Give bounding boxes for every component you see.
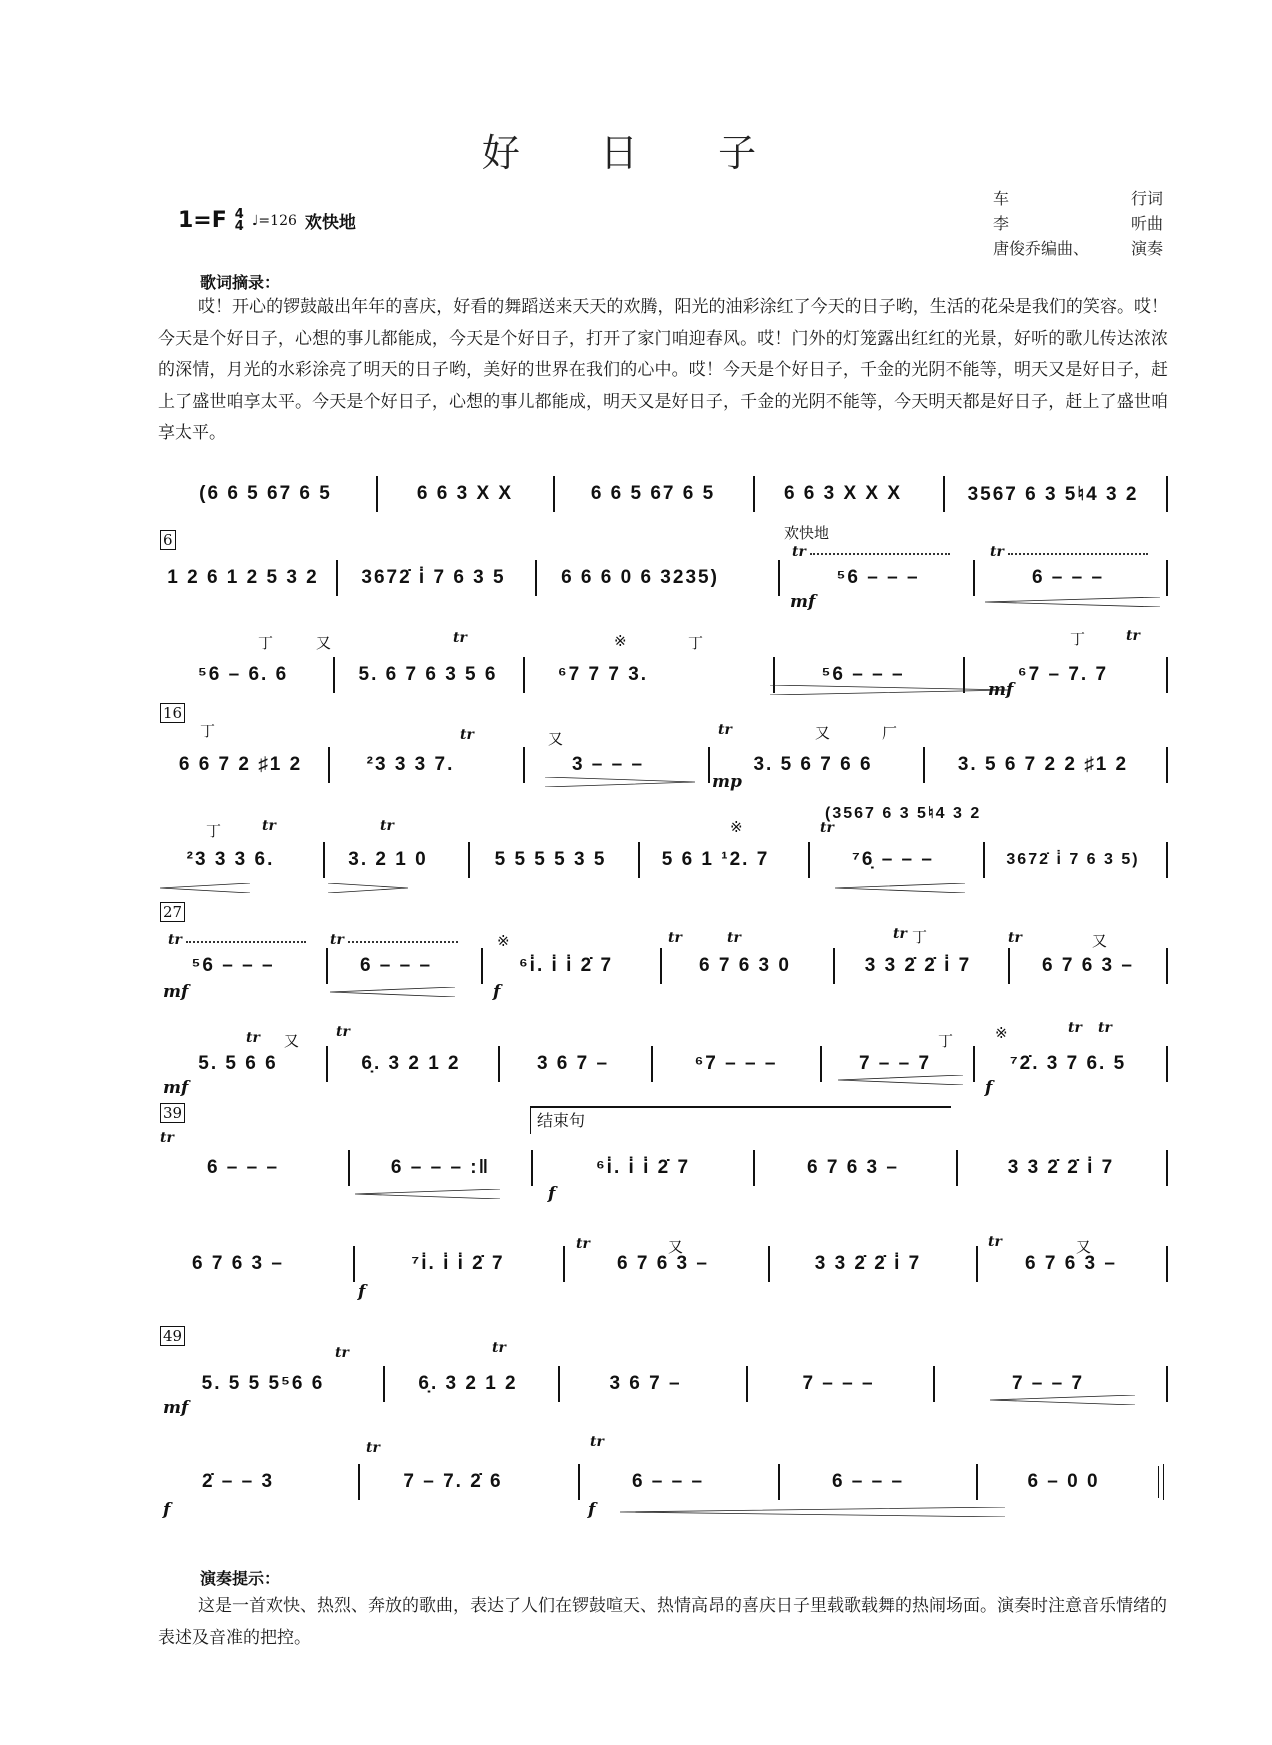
dynamic-mark: mf	[163, 1078, 189, 1098]
dynamic-mark: f	[548, 1184, 556, 1204]
score-system-5	[158, 840, 1168, 880]
measure: 6 6 6 0 6 3235)	[561, 567, 719, 588]
measure: ⁵6 – – –	[836, 567, 920, 588]
barline	[481, 948, 483, 984]
barline	[498, 1046, 500, 1082]
measure: ⁵6 – – –	[191, 955, 275, 976]
ornament-mark: ※	[497, 932, 510, 950]
barline	[523, 657, 525, 693]
measure: 6 6 3 X X X	[783, 483, 903, 504]
crescendo-hairpin	[620, 1502, 1005, 1512]
measure: ⁶7 7 7 3.	[557, 664, 649, 685]
diminuendo-hairpin	[545, 772, 695, 782]
score-system-11	[158, 1462, 1168, 1502]
measure: 6 – – – :‖	[390, 1157, 491, 1178]
measure: 3567 6 3 5♮4 3 2	[967, 483, 1139, 505]
barline	[353, 1246, 355, 1282]
measure: 6 7 6 3 –	[807, 1157, 899, 1178]
crescendo-hairpin	[160, 878, 250, 888]
score-system-6	[158, 946, 1168, 986]
final-barline	[1163, 1464, 1168, 1500]
performance-notes-heading: 演奏提示：	[200, 1569, 281, 1588]
measure: ⁶7 – 7. 7	[1017, 664, 1109, 685]
dynamic-mark: mp	[712, 772, 742, 792]
performance-notes-text: 这是一首欢快、热烈、奔放的歌曲，表达了人们在锣鼓喧天、热情高昂的喜庆日子里载歌载舞的热闹场面。演奏时注意音乐情绪的表述及音准的把控。	[158, 1596, 1167, 1648]
barline	[323, 842, 325, 878]
barline	[1166, 1150, 1168, 1186]
ornament-mark: 丁	[688, 634, 704, 652]
barline	[1166, 560, 1168, 596]
ornament-mark: 丁	[200, 722, 216, 740]
ornament-mark: 又	[815, 724, 831, 742]
trill-mark: tr	[727, 930, 741, 946]
ornament-mark: ※	[730, 818, 743, 836]
diminuendo-hairpin	[328, 878, 408, 888]
measure: 3 6 7 –	[536, 1053, 610, 1074]
measure: 3. 2 1 0	[348, 849, 428, 870]
measure: 3672̇ i̇ 7 6 3 5	[361, 567, 506, 588]
barline	[768, 1246, 770, 1282]
song-title: 好 日 子	[481, 131, 791, 175]
measure: 6 – – –	[206, 1157, 280, 1178]
measure: 6 – – –	[359, 955, 433, 976]
barline	[746, 1366, 748, 1402]
ornament-mark: 又	[548, 730, 564, 748]
measure: 7 – – 7	[858, 1053, 932, 1074]
barline	[535, 560, 537, 596]
measure: 5. 5 6 6	[198, 1053, 278, 1074]
barline	[956, 1150, 958, 1186]
crescendo-hairpin	[990, 1390, 1135, 1400]
trill-mark: tr	[668, 930, 682, 946]
ornament-mark: 又	[1076, 1238, 1092, 1256]
dynamic-mark: f	[493, 982, 501, 1002]
barline	[933, 1366, 935, 1402]
trill-mark: tr	[590, 1434, 604, 1450]
measure: 6 7 6 3 –	[617, 1253, 709, 1274]
measure: 6 – – –	[831, 1471, 905, 1492]
measure: ⁶i̇. i̇ i̇ 2̇ 7	[595, 1157, 691, 1178]
ornament-mark: 丁	[912, 928, 928, 946]
barline	[973, 1046, 975, 1082]
barline	[348, 1150, 350, 1186]
ornament-mark: 又	[668, 1238, 684, 1256]
dynamic-mark: f	[358, 1282, 366, 1302]
barline	[808, 842, 810, 878]
measure: 6 – 0 0	[1027, 1471, 1100, 1492]
measure: 6 7 6 3 0	[699, 955, 791, 976]
ornament-mark: ※	[614, 632, 627, 650]
measure: ⁷6̣ – – –	[852, 849, 934, 870]
measure: 3672̇ i̇ 7 6 3 5)	[1006, 851, 1140, 868]
trill-mark: tr	[576, 1236, 590, 1252]
rehearsal-mark: 6	[160, 530, 176, 550]
barline	[820, 1046, 822, 1082]
measure: 6 6 3 X X	[416, 483, 514, 504]
section-bracket	[530, 1106, 951, 1134]
ornament-mark: 丁	[206, 822, 222, 840]
crescendo-hairpin	[835, 878, 965, 888]
trill-mark: tr	[168, 932, 182, 948]
rehearsal-mark: 27	[160, 902, 185, 922]
measure: 3 3 2̇ 2̇ i̇ 7	[864, 955, 972, 976]
measure: ⁷2̇. 3 7 6. 5	[1009, 1053, 1127, 1074]
trill-mark: tr	[1126, 628, 1140, 644]
trill-mark: tr	[453, 630, 467, 646]
trill-mark: tr	[1008, 930, 1022, 946]
barline	[753, 476, 755, 512]
barline	[976, 1464, 978, 1500]
measure: 6 7 6 3 –	[192, 1253, 284, 1274]
crescendo-hairpin	[355, 1184, 500, 1194]
dynamic-mark: f	[588, 1500, 596, 1520]
measure: 3 3 2̇ 2̇ i̇ 7	[814, 1253, 922, 1274]
barline	[578, 1464, 580, 1500]
trill-mark: tr	[262, 818, 276, 834]
crescendo-hairpin	[838, 1070, 963, 1080]
barline	[983, 842, 985, 878]
dynamic-mark: mf	[988, 680, 1014, 700]
measure: ⁵6 – – –	[821, 664, 905, 685]
trill-mark: tr	[718, 722, 732, 738]
ornament-mark: 又	[316, 634, 332, 652]
trill-mark: tr	[335, 1345, 349, 1361]
dynamic-mark: f	[985, 1078, 993, 1098]
score-system-9	[158, 1244, 1168, 1284]
measure: 1 2 6 1 2 5 3 2	[167, 567, 319, 588]
trill-mark: tr	[336, 1024, 350, 1040]
measure: 6 7 6 3 –	[1042, 955, 1134, 976]
ornament-mark: ※	[995, 1024, 1008, 1042]
barline	[326, 948, 328, 984]
trill-mark: tr	[330, 932, 344, 948]
trill-mark: tr	[988, 1234, 1002, 1250]
credit-composer: 李 听曲	[993, 214, 1163, 233]
barline	[753, 1150, 755, 1186]
barline	[563, 1246, 565, 1282]
measure: 6 6 7 2 ♯1 2	[178, 754, 303, 775]
measure: 5 5 5 5 3 5	[494, 849, 607, 870]
barline	[333, 657, 335, 693]
trill-mark: tr	[460, 727, 474, 743]
trill-mark: tr	[366, 1440, 380, 1456]
measure: (6 6 5 67 6 5	[199, 483, 332, 504]
lyrics-heading: 歌词摘录：	[200, 273, 281, 292]
score-system-3	[158, 655, 1168, 695]
ornament-mark: 丁	[1070, 630, 1086, 648]
barline	[638, 842, 640, 878]
trill-mark: tr	[990, 544, 1004, 560]
trill-mark: tr	[160, 1130, 174, 1146]
measure: 3 6 7 –	[609, 1373, 682, 1394]
barline	[1166, 476, 1168, 512]
barline	[553, 476, 555, 512]
measure: 6̣. 3 2 1 2	[418, 1373, 518, 1394]
credit-arranger: 唐俊乔编曲、 演奏	[993, 239, 1163, 258]
barline	[708, 747, 710, 783]
barline	[660, 948, 662, 984]
expression-marking: 欢快地	[784, 524, 830, 542]
lyrics-text: 哎！开心的锣鼓敲出年年的喜庆，好看的舞蹈送来天天的欢腾，阳光的油彩涂红了今天的日子哟，生活的花朵是我们的笑容。哎！今天是个好日子，心想的事儿都能成，今天是个好日子，打开了家门咱迎春风。哎！门外的灯笼露出红红的光景，好听的歌儿传达浓浓的深情，月光的水彩涂亮了明天的日子哟，美好的世界在我们的心中。哎！今天是个好日子，千金的光阴不能等，明天又是好日子，赶上了盛世咱享太平。今天是个好日子，心想的事儿都能成，明天又是好日子，千金的光阴不能等，今天明天都是好日子，赶上了盛世咱享太平。	[158, 297, 1168, 443]
measure: 6 – – –	[631, 1471, 705, 1492]
barline	[523, 747, 525, 783]
barline	[558, 1366, 560, 1402]
measure: ⁵6 – 6. 6	[197, 664, 289, 685]
trill-mark: tr	[380, 818, 394, 834]
barline	[778, 560, 780, 596]
credits	[993, 186, 1163, 261]
measure: ⁶7 – – –	[694, 1053, 778, 1074]
dynamic-mark: mf	[163, 982, 189, 1002]
barline	[326, 1046, 328, 1082]
ornament-mark: 丁	[938, 1032, 954, 1050]
measure: 6 7 6 3 –	[1025, 1253, 1117, 1274]
barline	[943, 476, 945, 512]
measure: 6 – – –	[1031, 567, 1105, 588]
barline	[468, 842, 470, 878]
barline	[976, 1246, 978, 1282]
ossia-passage: (3567 6 3 5♮4 3 2	[825, 805, 982, 822]
measure: 6 6 5 67 6 5	[590, 483, 716, 504]
ornament-mark: 厂	[882, 724, 898, 742]
rehearsal-mark: 39	[160, 1103, 185, 1123]
measure: ²3 3 3 7.	[366, 754, 455, 775]
measure: 5 6 1 ¹2. 7	[661, 849, 770, 870]
measure: 5. 6 7 6 3 5 6	[358, 664, 498, 685]
rehearsal-mark: 16	[160, 703, 185, 723]
trill-mark: tr	[492, 1340, 506, 1356]
tempo-marking: ♩=126	[251, 212, 297, 229]
barline	[383, 1366, 385, 1402]
barline	[328, 747, 330, 783]
barline	[1166, 1366, 1168, 1402]
time-signature: 4 4	[234, 206, 244, 234]
barline	[973, 560, 975, 596]
ornament-mark: 又	[284, 1032, 300, 1050]
barline	[778, 1464, 780, 1500]
crescendo-hairpin	[330, 982, 455, 992]
rehearsal-mark: 49	[160, 1326, 185, 1346]
trill-mark: tr	[1068, 1020, 1082, 1036]
measure: ⁶i̇. i̇ i̇ 2̇ 7	[518, 955, 614, 976]
measure: 6̣. 3 2 1 2	[361, 1053, 461, 1074]
trill-mark: tr	[792, 544, 806, 560]
score-system-7	[158, 1044, 1168, 1084]
barline	[376, 476, 378, 512]
barline	[1166, 657, 1168, 693]
barline	[1166, 1046, 1168, 1082]
measure: 3 3 2̇ 2̇ i̇ 7	[1007, 1157, 1115, 1178]
ornament-mark: 又	[1092, 932, 1108, 950]
barline	[833, 948, 835, 984]
score-system-8	[158, 1148, 1168, 1188]
score-system-1	[158, 474, 1168, 514]
dynamic-mark: mf	[790, 592, 816, 612]
measure: 3 – – –	[571, 754, 645, 775]
barline	[651, 1046, 653, 1082]
measure: 7 – – 7	[1011, 1373, 1085, 1394]
barline	[923, 747, 925, 783]
trill-mark: tr	[1098, 1020, 1112, 1036]
measure: ⁷i̇. i̇ i̇ 2̇ 7	[411, 1253, 505, 1274]
barline	[1166, 747, 1168, 783]
barline	[1166, 842, 1168, 878]
diminuendo-hairpin	[770, 680, 1010, 690]
key-signature-line	[178, 208, 356, 233]
section-label: 结束句	[537, 1111, 586, 1130]
trill-mark: tr	[893, 926, 907, 942]
trill-mark: tr	[246, 1030, 260, 1046]
dynamic-mark: mf	[163, 1398, 189, 1418]
measure: 3. 5 6 7 2 2 ♯1 2	[957, 754, 1129, 775]
expression-marking: 欢快地	[304, 213, 356, 233]
dynamic-mark: f	[163, 1500, 171, 1520]
trill-mark: tr	[820, 820, 834, 836]
barline	[336, 560, 338, 596]
barline	[358, 1464, 360, 1500]
barline	[1166, 948, 1168, 984]
ornament-mark: 丁	[258, 634, 274, 652]
measure: 7 – 7. 2̇ 6	[403, 1471, 503, 1492]
barline	[1166, 1246, 1168, 1282]
measure: 7 – – –	[802, 1373, 875, 1394]
repeat-barline	[531, 1150, 539, 1186]
credit-lyricist: 车 行词	[993, 189, 1163, 208]
measure: 2̇ – – 3	[201, 1471, 275, 1492]
key-signature: 1=F	[178, 208, 227, 233]
measure: 5. 5 5 5⁵6 6	[201, 1373, 325, 1394]
crescendo-hairpin	[985, 592, 1160, 602]
measure: ²3 3 3 6.	[186, 849, 275, 870]
measure: 3. 5 6 7 6 6	[753, 754, 873, 775]
barline	[1008, 948, 1010, 984]
